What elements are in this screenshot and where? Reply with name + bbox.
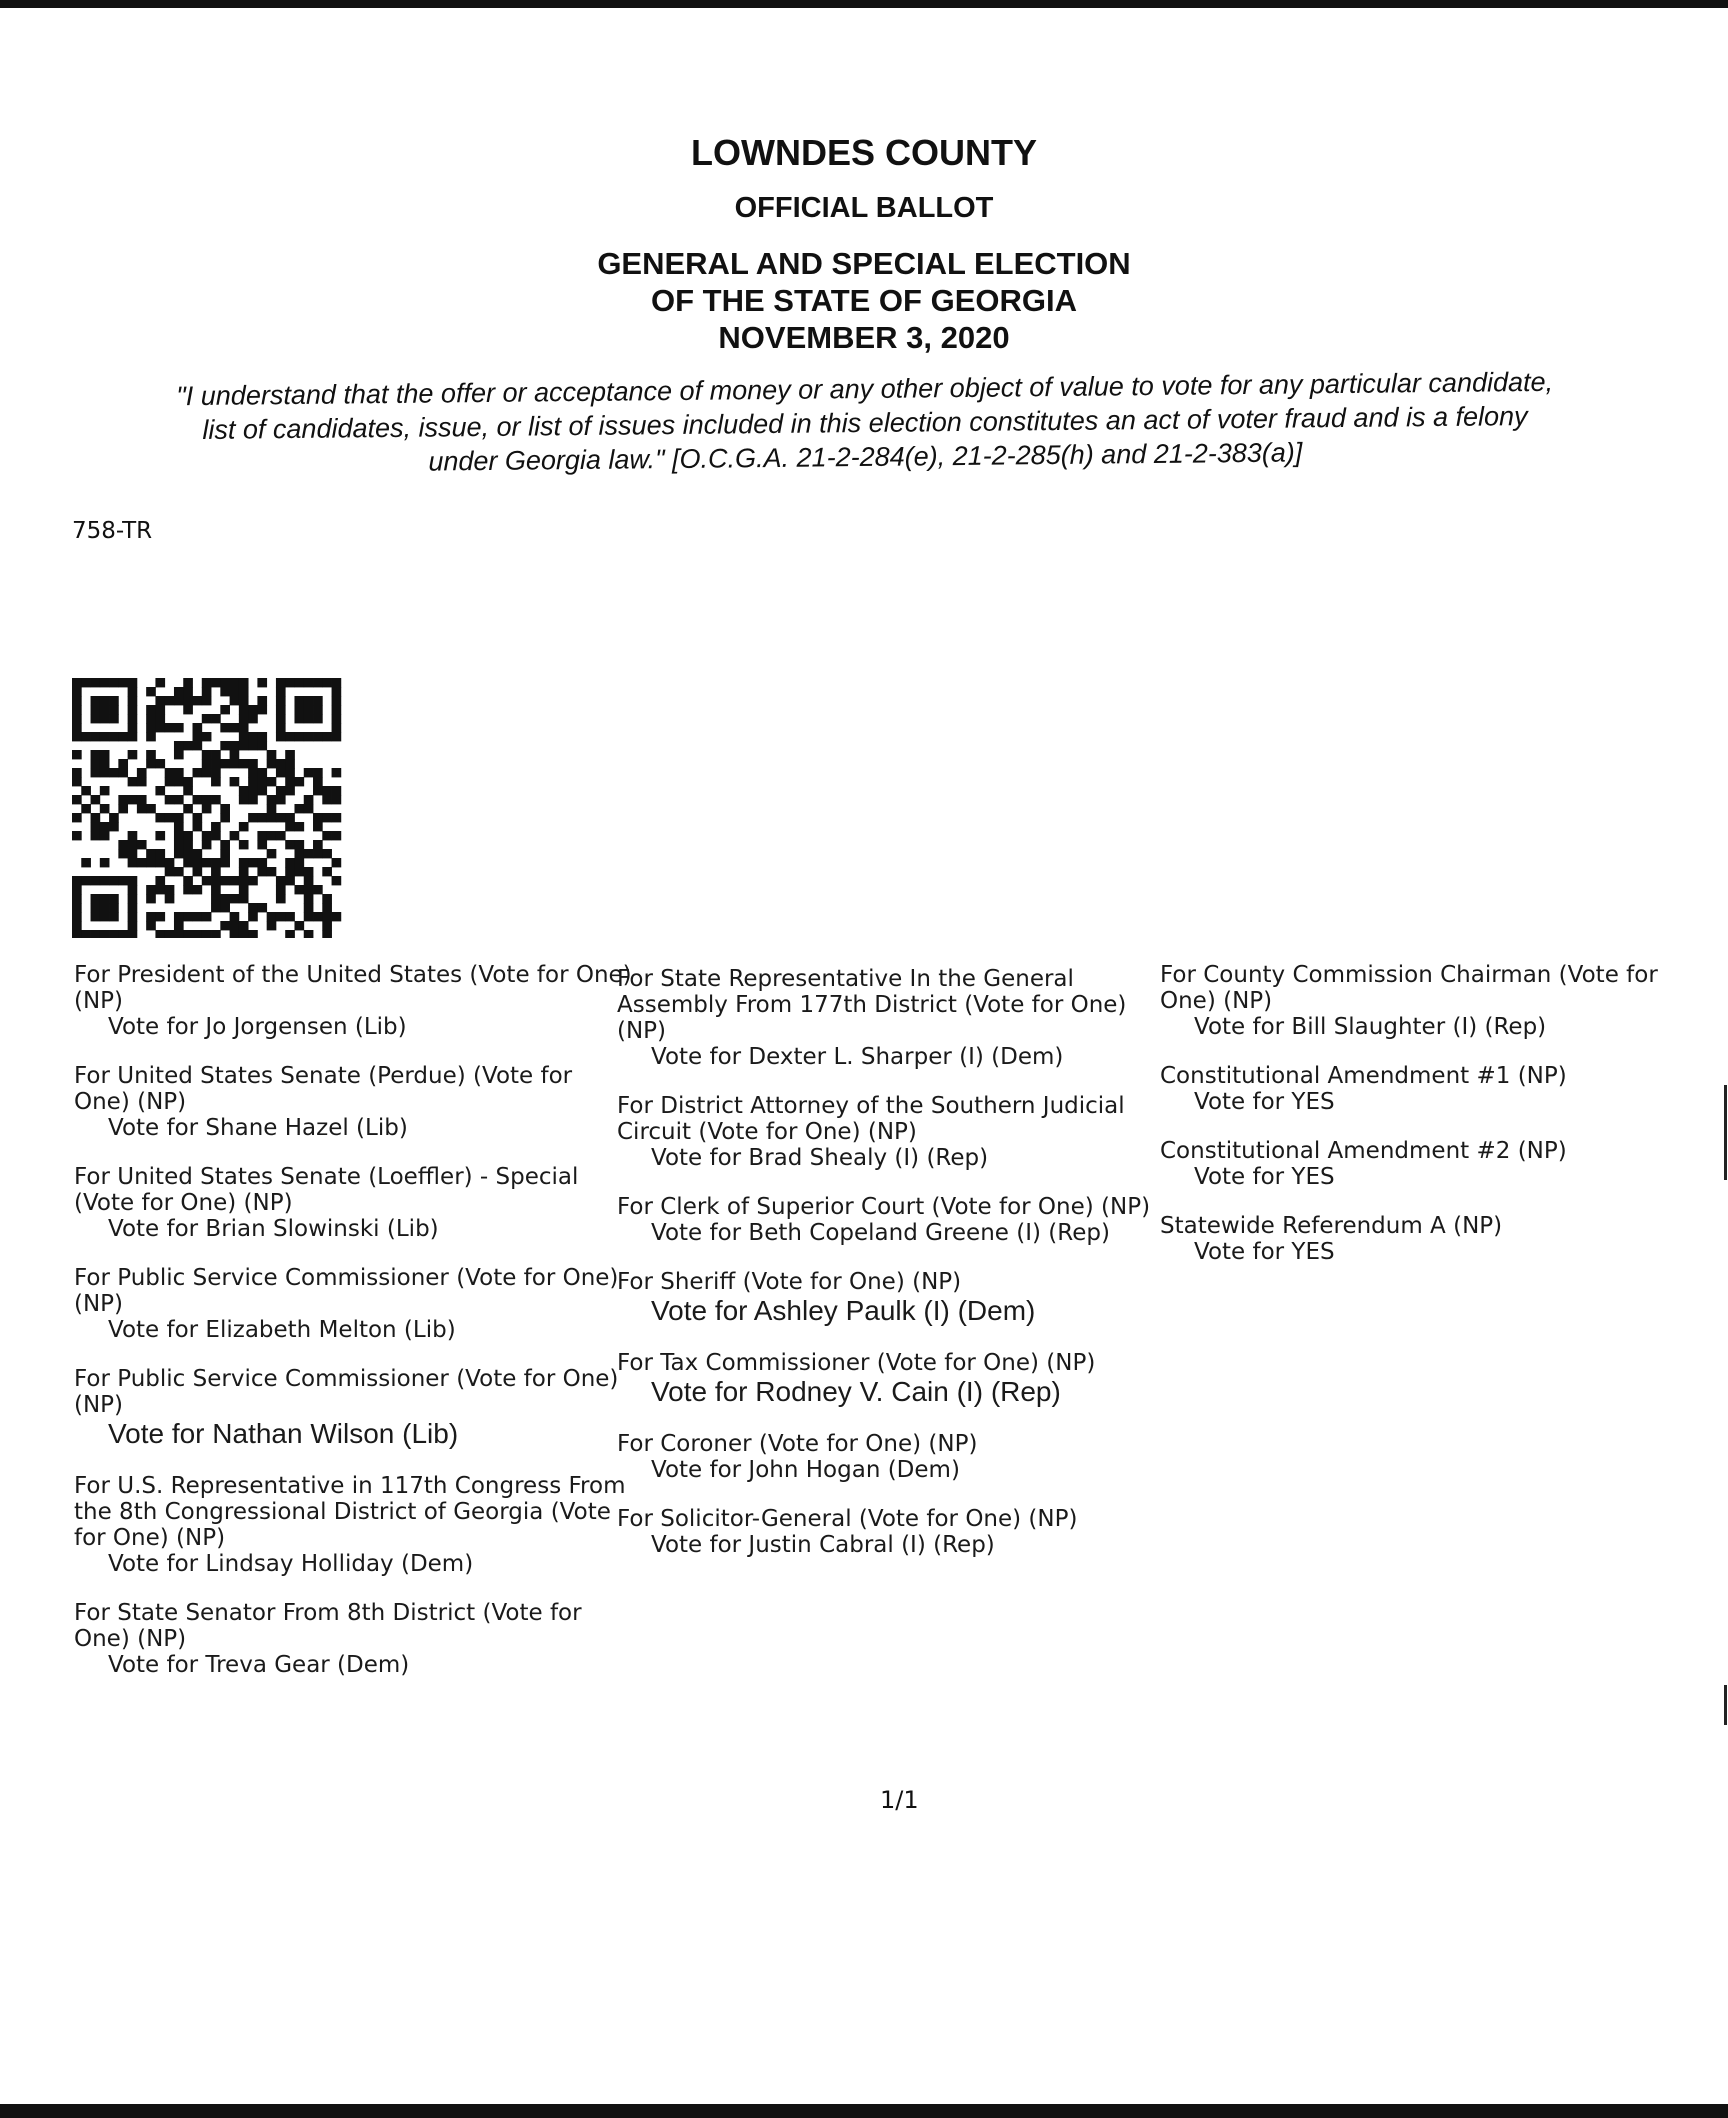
contest-title: Statewide Referendum A (NP) — [1160, 1213, 1503, 1239]
ballot-style-code: 758-TR — [72, 518, 153, 544]
contest-title: For United States Senate (Perdue) (Vote for One) (NP) — [74, 1063, 573, 1115]
election-date: NOVEMBER 3, 2020 — [718, 320, 1010, 355]
contest — [74, 1063, 634, 1141]
county-name: LOWNDES COUNTY — [691, 132, 1037, 173]
contest-selection: Vote for John Hogan (Dem) — [651, 1457, 960, 1483]
contest-selection: Vote for Ashley Paulk (I) (Dem) — [651, 1295, 1036, 1326]
contest-title: For U.S. Representative in 117th Congress From the 8th Congressional District of Georgia (Vote for One) (NP) — [74, 1473, 626, 1551]
scan-edge-bottom — [0, 2104, 1728, 2118]
voter-oath-line-3: under Georgia law." [O.C.G.A. 21-2-284(e), 21-2-285(h) and 21-2-383(a)] — [428, 437, 1303, 477]
contest-selection: Vote for YES — [1194, 1089, 1335, 1115]
contest — [1160, 1138, 1720, 1190]
contest-selection: Vote for Lindsay Holliday (Dem) — [108, 1551, 474, 1577]
contest — [74, 1366, 634, 1450]
contest-selection: Vote for Nathan Wilson (Lib) — [108, 1418, 459, 1449]
contest — [617, 1194, 1177, 1246]
contest-selection: Vote for Bill Slaughter (I) (Rep) — [1194, 1014, 1547, 1040]
voter-oath — [70, 364, 1661, 483]
contest — [74, 1265, 634, 1343]
election-title-line-2: OF THE STATE OF GEORGIA — [651, 283, 1077, 318]
contest-selection: Vote for Dexter L. Sharper (I) (Dem) — [651, 1044, 1064, 1070]
ballot-header — [0, 132, 1728, 356]
contest — [617, 1350, 1177, 1408]
scan-edge-right — [1724, 1685, 1727, 1725]
contest-title: For Tax Commissioner (Vote for One) (NP) — [617, 1350, 1096, 1376]
contest-title: For County Commission Chairman (Vote for One) (NP) — [1160, 962, 1658, 1014]
contest-column-2 — [617, 966, 1177, 1581]
contest — [617, 1506, 1177, 1558]
contest-title: For State Senator From 8th District (Vote for One) (NP) — [74, 1600, 582, 1652]
contest-title: Constitutional Amendment #2 (NP) — [1160, 1138, 1567, 1164]
voter-oath-line-1: "I understand that the offer or acceptance of money or any other object of value to vote for any particular candidate, — [176, 366, 1554, 412]
contest-title: For District Attorney of the Southern Judicial Circuit (Vote for One) (NP) — [617, 1093, 1125, 1145]
contest — [617, 1269, 1177, 1327]
contest-selection: Vote for Elizabeth Melton (Lib) — [108, 1317, 456, 1343]
contest-selection: Vote for Shane Hazel (Lib) — [108, 1115, 408, 1141]
contest-title: For President of the United States (Vote for One) (NP) — [74, 962, 632, 1014]
contest-selection: Vote for Beth Copeland Greene (I) (Rep) — [651, 1220, 1110, 1246]
contest — [1160, 962, 1720, 1040]
contest-column-1 — [74, 962, 634, 1701]
page-number: 1/1 — [880, 1786, 919, 1814]
contest — [74, 1473, 634, 1577]
contest — [1160, 1213, 1720, 1265]
contest-selection: Vote for Brad Shealy (I) (Rep) — [651, 1145, 989, 1171]
contest-title: For United States Senate (Loeffler) - Special (Vote for One) (NP) — [74, 1164, 579, 1216]
contest-title: For Coroner (Vote for One) (NP) — [617, 1431, 978, 1457]
election-title-line-1: GENERAL AND SPECIAL ELECTION — [597, 246, 1131, 281]
qr-code — [72, 678, 344, 938]
contest-title: Constitutional Amendment #1 (NP) — [1160, 1063, 1567, 1089]
contest-selection: Vote for Brian Slowinski (Lib) — [108, 1216, 439, 1242]
contest-selection: Vote for Rodney V. Cain (I) (Rep) — [651, 1376, 1061, 1407]
contest-title: For State Representative In the General Assembly From 177th District (Vote for One) (NP) — [617, 966, 1127, 1044]
contest-title: For Solicitor-General (Vote for One) (NP) — [617, 1506, 1078, 1532]
scan-edge-top — [0, 0, 1728, 8]
contest-title: For Sheriff (Vote for One) (NP) — [617, 1269, 962, 1295]
contest-column-3 — [1160, 962, 1720, 1288]
contest-title: For Clerk of Superior Court (Vote for One) (NP) — [617, 1194, 1151, 1220]
contest — [617, 1431, 1177, 1483]
contest — [617, 1093, 1177, 1171]
contest — [1160, 1063, 1720, 1115]
contest-title: For Public Service Commissioner (Vote for One) (NP) — [74, 1265, 619, 1317]
contest-selection: Vote for Justin Cabral (I) (Rep) — [651, 1532, 995, 1558]
contest — [74, 962, 634, 1040]
contest-title: For Public Service Commissioner (Vote for One) (NP) — [74, 1366, 619, 1418]
contest-selection: Vote for YES — [1194, 1164, 1335, 1190]
contest-selection: Vote for Jo Jorgensen (Lib) — [108, 1014, 407, 1040]
contest — [74, 1600, 634, 1678]
contest — [74, 1164, 634, 1242]
contest-selection: Vote for YES — [1194, 1239, 1335, 1265]
scan-edge-right — [1724, 1085, 1727, 1180]
ballot-type: OFFICIAL BALLOT — [734, 192, 994, 224]
contest — [617, 966, 1177, 1070]
voter-oath-line-2: list of candidates, issue, or list of issues included in this election constitutes an act of voter fraud and is a felony — [202, 401, 1528, 445]
contest-selection: Vote for Treva Gear (Dem) — [108, 1652, 410, 1678]
